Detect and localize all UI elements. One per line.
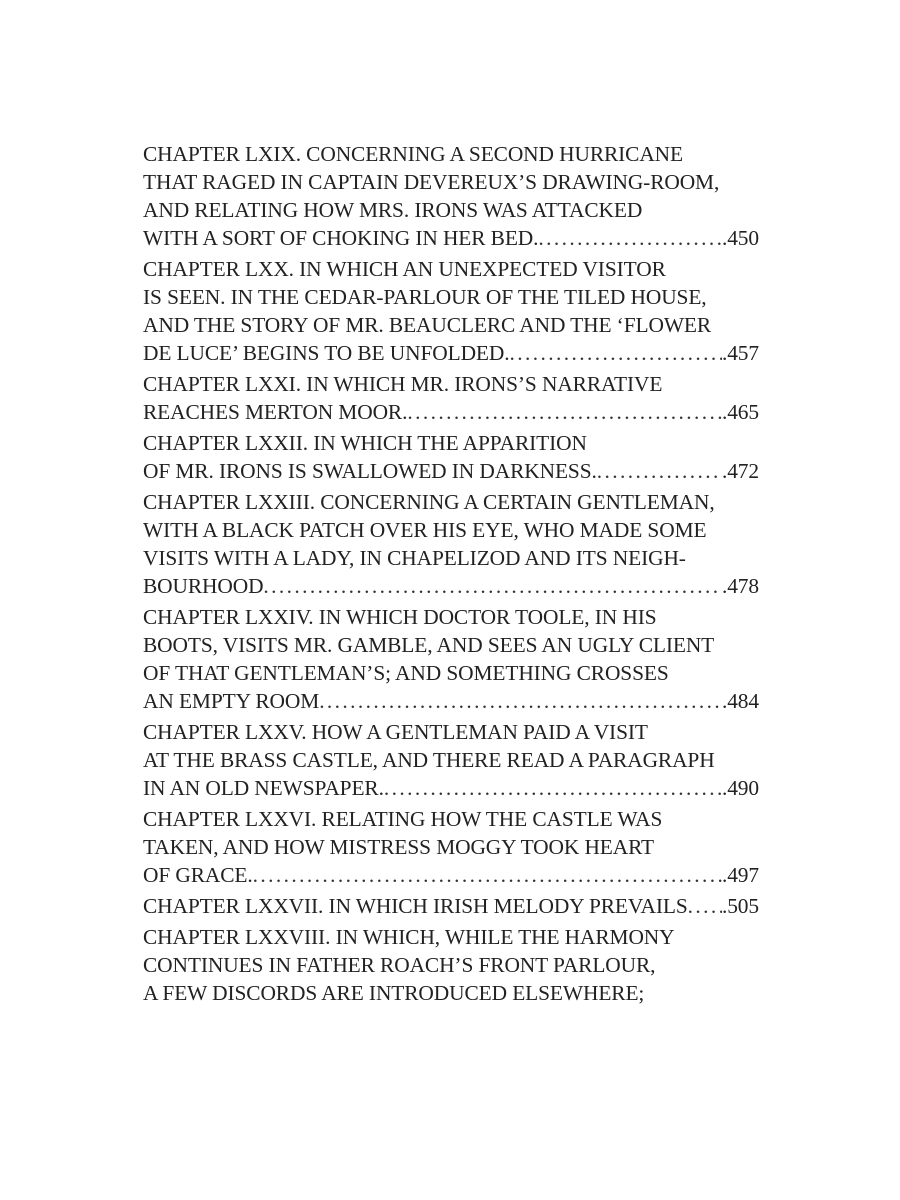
toc-entry-line: A FEW DISCORDS ARE INTRODUCED ELSEWHERE; bbox=[143, 981, 645, 1005]
toc-entry-last-line bbox=[143, 892, 759, 920]
toc-entry-line: AT THE BRASS CASTLE, AND THERE READ A PARAGRAPH bbox=[143, 748, 715, 772]
toc-entry-line: CHAPTER LXXIII. CONCERNING A CERTAIN GENTLEMAN, bbox=[143, 490, 715, 514]
toc-entry bbox=[143, 488, 759, 600]
dot-leader bbox=[688, 892, 722, 920]
toc-entry bbox=[143, 429, 759, 485]
dot-leader bbox=[263, 572, 722, 600]
dot-leader bbox=[384, 774, 722, 802]
dot-leader bbox=[509, 339, 721, 367]
dot-leader bbox=[319, 687, 722, 715]
toc-entry-last-line bbox=[143, 398, 759, 426]
toc-entry-line: CHAPTER LXXVI. RELATING HOW THE CASTLE WAS bbox=[143, 807, 663, 831]
toc-entry-title-end: OF GRACE. bbox=[143, 863, 253, 887]
toc-entry bbox=[143, 370, 759, 426]
toc-entry bbox=[143, 923, 759, 1007]
toc-entry-title-end: BOURHOOD bbox=[143, 574, 264, 598]
toc-entry-title-end: DE LUCE’ BEGINS TO BE UNFOLDED. bbox=[143, 341, 510, 365]
toc-entry-line: AND RELATING HOW MRS. IRONS WAS ATTACKED bbox=[143, 198, 643, 222]
toc-entry bbox=[143, 805, 759, 889]
toc-entry-line: IS SEEN. IN THE CEDAR-PARLOUR OF THE TILED HOUSE, bbox=[143, 285, 707, 309]
toc-entry-line: CHAPTER LXXVIII. IN WHICH, WHILE THE HARMONY bbox=[143, 925, 675, 949]
toc-entry-title-end: OF MR. IRONS IS SWALLOWED IN DARKNESS. bbox=[143, 459, 597, 483]
toc-page-number: .478 bbox=[721, 574, 759, 598]
toc-page-number: .490 bbox=[721, 776, 759, 800]
toc-entry-line: CHAPTER LXX. IN WHICH AN UNEXPECTED VISITOR bbox=[143, 257, 666, 281]
toc-entry-title-end: CHAPTER LXXVII. IN WHICH IRISH MELODY PREVAILS bbox=[143, 894, 688, 918]
toc-entry-line: CHAPTER LXXV. HOW A GENTLEMAN PAID A VISIT bbox=[143, 720, 648, 744]
toc-entry bbox=[143, 140, 759, 252]
dot-leader bbox=[597, 457, 722, 485]
toc-entry-last-line bbox=[143, 457, 759, 485]
toc-entry-line: CHAPTER LXXIV. IN WHICH DOCTOR TOOLE, IN HIS bbox=[143, 605, 657, 629]
toc-entry-line: TAKEN, AND HOW MISTRESS MOGGY TOOK HEART bbox=[143, 835, 654, 859]
toc-page-number: .457 bbox=[721, 341, 759, 365]
toc-entry bbox=[143, 255, 759, 367]
toc-entry-title-end: IN AN OLD NEWSPAPER. bbox=[143, 776, 384, 800]
toc-entry bbox=[143, 892, 759, 920]
table-of-contents bbox=[143, 140, 759, 1010]
toc-entry-last-line bbox=[143, 774, 759, 802]
toc-page-number: .484 bbox=[721, 689, 759, 713]
dot-leader bbox=[407, 398, 722, 426]
toc-entry bbox=[143, 603, 759, 715]
toc-page-number: .497 bbox=[721, 863, 759, 887]
toc-entry-line: CONTINUES IN FATHER ROACH’S FRONT PARLOUR, bbox=[143, 953, 656, 977]
toc-entry-title-end: WITH A SORT OF CHOKING IN HER BED. bbox=[143, 226, 539, 250]
toc-entry-line: AND THE STORY OF MR. BEAUCLERC AND THE ‘FLOWER bbox=[143, 313, 712, 337]
dot-leader bbox=[253, 861, 722, 889]
toc-entry-line: WITH A BLACK PATCH OVER HIS EYE, WHO MADE SOME bbox=[143, 518, 707, 542]
toc-entry-title-end: AN EMPTY ROOM bbox=[143, 689, 320, 713]
dot-leader bbox=[538, 224, 722, 252]
toc-entry-line: THAT RAGED IN CAPTAIN DEVEREUX’S DRAWING-ROOM, bbox=[143, 170, 720, 194]
toc-entry-line: BOOTS, VISITS MR. GAMBLE, AND SEES AN UGLY CLIENT bbox=[143, 633, 715, 657]
toc-entry-last-line bbox=[143, 572, 759, 600]
toc-page-number: .505 bbox=[721, 894, 759, 918]
toc-entry-line: CHAPTER LXXI. IN WHICH MR. IRONS’S NARRATIVE bbox=[143, 372, 663, 396]
toc-page-number: .450 bbox=[721, 226, 759, 250]
toc-page-number: .472 bbox=[721, 459, 759, 483]
toc-entry-line: CHAPTER LXXII. IN WHICH THE APPARITION bbox=[143, 431, 587, 455]
toc-entry bbox=[143, 718, 759, 802]
toc-entry-last-line bbox=[143, 687, 759, 715]
toc-entry-line: OF THAT GENTLEMAN’S; AND SOMETHING CROSSES bbox=[143, 661, 669, 685]
toc-entry-last-line bbox=[143, 861, 759, 889]
toc-entry-title-end: REACHES MERTON MOOR. bbox=[143, 400, 408, 424]
toc-entry-last-line bbox=[143, 224, 759, 252]
toc-page-number: .465 bbox=[721, 400, 759, 424]
toc-entry-last-line bbox=[143, 339, 759, 367]
toc-entry-line: VISITS WITH A LADY, IN CHAPELIZOD AND ITS NEIGH- bbox=[143, 546, 686, 570]
toc-entry-line: CHAPTER LXIX. CONCERNING A SECOND HURRICANE bbox=[143, 142, 684, 166]
